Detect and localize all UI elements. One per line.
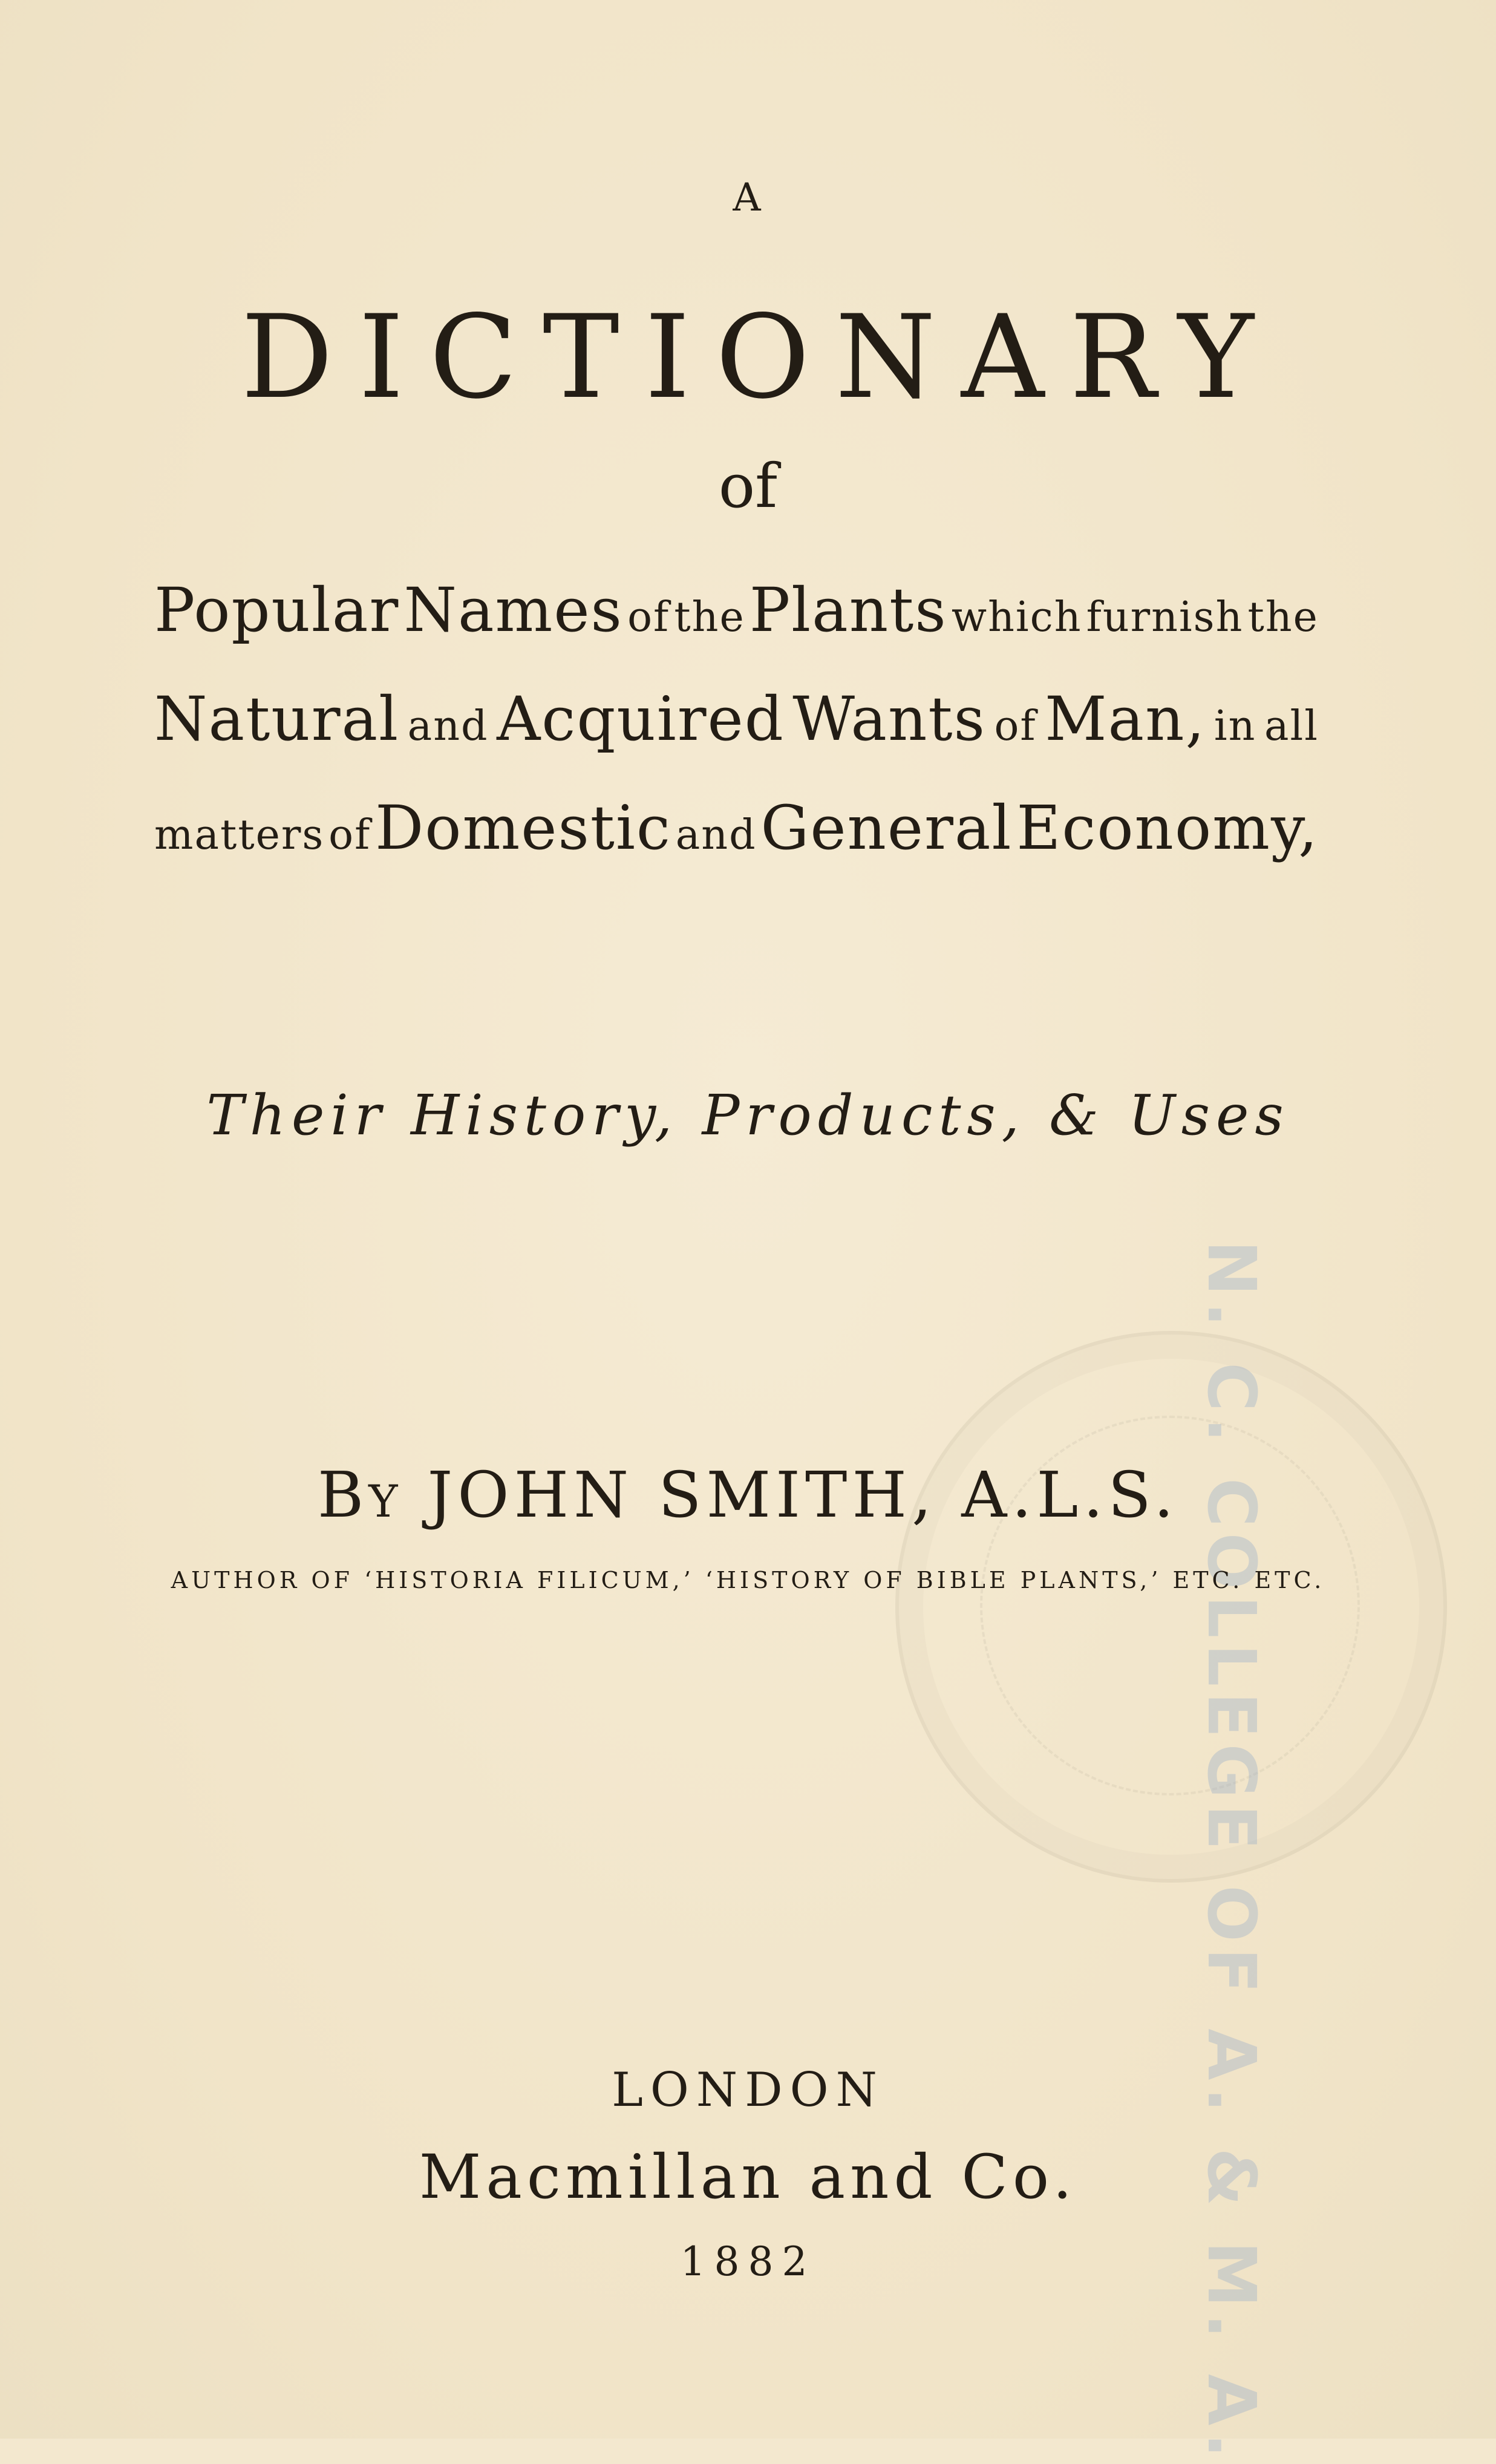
subtitle-word: furnish — [1086, 593, 1244, 641]
subtitle-word: Plants — [749, 575, 947, 645]
title-article: A — [733, 175, 763, 220]
publisher: Macmillan and Co. — [419, 2142, 1077, 2212]
subtitle-word: Popular — [154, 575, 400, 645]
subtitle-word: of — [627, 593, 670, 641]
author-line: By JOHN SMITH, A.L.S. — [317, 1458, 1179, 1532]
book-title: DICTIONARY — [241, 290, 1279, 424]
subtitle-word: Man, — [1045, 684, 1206, 754]
subtitle-word: and — [675, 811, 757, 859]
library-ink-stamp: N. C. COLLEGE OF A. & M. A. — [1193, 1240, 1270, 2464]
subtitle-word: Domestic — [375, 792, 671, 863]
subtitle-word: matters — [154, 811, 325, 859]
subtitle-word: Wants — [792, 684, 986, 754]
subtitle-word: in — [1213, 702, 1256, 750]
publication-place: LONDON — [612, 2063, 884, 2117]
subtitle-word: and — [407, 702, 489, 750]
subtitle-word: the — [674, 593, 745, 641]
subtitle-word: Economy, — [1016, 792, 1319, 863]
subtitle-line-2 — [154, 684, 1319, 754]
subtitle-word: Natural — [154, 684, 400, 754]
subtitle-word: Names — [403, 575, 623, 645]
subtitle-word: all — [1264, 702, 1319, 750]
book-tagline: Their History, Products, & Uses — [206, 1083, 1290, 1148]
subtitle-word: General — [760, 792, 1013, 863]
subtitle-line-1 — [154, 575, 1319, 645]
subtitle-word: of — [328, 811, 371, 859]
author-credits: AUTHOR OF ‘HISTORIA FILICUM,’ ‘HISTORY OF BIBLE PLANTS,’ ETC. ETC. — [171, 1567, 1325, 1593]
subtitle-line-3 — [154, 792, 1319, 863]
subtitle-word: the — [1247, 593, 1319, 641]
title-of: of — [718, 451, 778, 521]
subtitle-word: Acquired — [497, 684, 785, 754]
subtitle-word: of — [994, 702, 1037, 750]
subtitle-word: which — [951, 593, 1082, 641]
publication-year: 1882 — [680, 2238, 816, 2285]
